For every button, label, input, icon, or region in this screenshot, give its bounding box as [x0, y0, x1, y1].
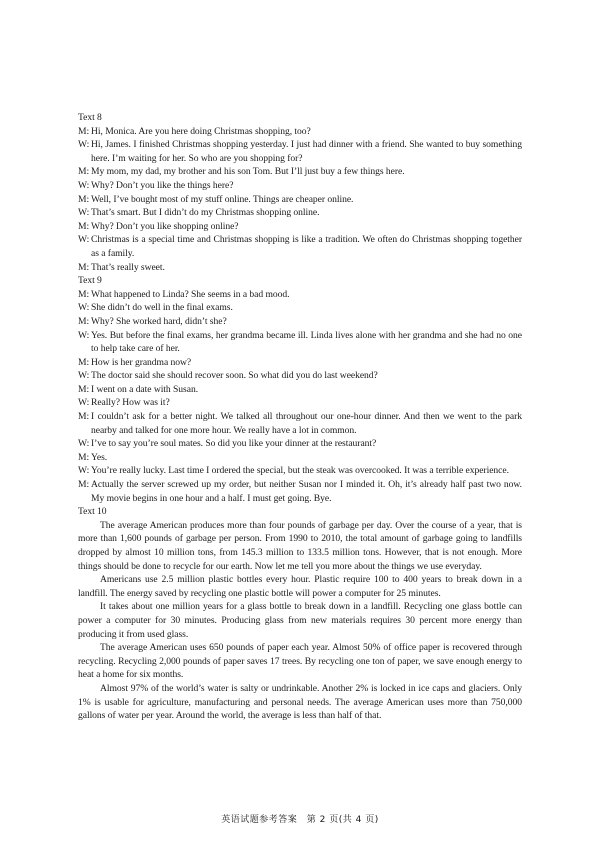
text9-heading: Text 9	[78, 275, 102, 287]
speaker: W:	[78, 370, 90, 382]
dialogue-line	[78, 233, 522, 260]
speaker: W:	[78, 179, 90, 191]
speaker: W:	[78, 207, 90, 219]
text8-heading: Text 8	[78, 112, 102, 123]
speaker: W:	[78, 234, 90, 246]
utterance: Yes.	[91, 451, 108, 463]
speaker: M:	[78, 193, 90, 205]
utterance: What happened to Linda? She seems in a bad mood.	[91, 288, 290, 300]
passage-paragraph: It takes about one million years for a glass bottle to break down in a landfill. Recycling one glass bottle can power a computer for 30 minutes. Producing glass from new materials requires 30 percent more energy than producing it from used glass.	[78, 601, 522, 640]
dialogue-line	[78, 220, 522, 234]
utterance: My mom, my dad, my brother and his son Tom. But I’ll just buy a few things here.	[91, 166, 405, 178]
dialogue-line	[78, 478, 522, 505]
speaker: M:	[78, 451, 90, 463]
speaker: M:	[78, 220, 90, 232]
utterance: I’ve to say you’re soul mates. So did you like your dinner at the restaurant?	[91, 438, 377, 450]
speaker: M:	[78, 288, 90, 300]
passage-paragraph: Americans use 2.5 million plastic bottles every hour. Plastic require 100 to 400 years to break down in a landfill. The energy saved by recycling one plastic bottle will power a computer for 25 minutes.	[78, 574, 522, 599]
dialogue-line	[78, 261, 522, 275]
dialogue-line	[78, 383, 522, 397]
dialogue-line	[78, 437, 522, 451]
utterance: The doctor said she should recover soon. So what did you do last weekend?	[91, 370, 378, 382]
text9-dialogue	[78, 288, 522, 506]
utterance: Really? How was it?	[91, 397, 170, 409]
speaker: W:	[78, 465, 90, 477]
page-footer: 英语试题参考答案 第 2 页(共 4 页)	[221, 815, 379, 825]
text10-heading: Text 10	[78, 506, 107, 518]
speaker: W:	[78, 397, 90, 409]
speaker: M:	[78, 315, 90, 327]
dialogue-line	[78, 315, 522, 329]
dialogue-line	[78, 179, 522, 193]
utterance: That’s really sweet.	[91, 261, 165, 273]
dialogue-line	[78, 396, 522, 410]
utterance: Hi, Monica. Are you here doing Christmas shopping, too?	[91, 125, 311, 137]
dialogue-line	[78, 451, 522, 465]
dialogue-line	[78, 356, 522, 370]
utterance: Why? She worked hard, didn’t she?	[91, 315, 227, 327]
utterance: Hi, James. I finished Christmas shopping yesterday. I just had dinner with a friend. She wanted to buy something here. I’m waiting for her. So who are you shopping for?	[91, 139, 522, 164]
utterance: Christmas is a special time and Christmas shopping is like a tradition. We often do Christmas shopping together as a family.	[91, 234, 522, 259]
passage-paragraph: The average American uses 650 pounds of paper each year. Almost 50% of office paper is recovered through recycling. Recycling 2,000 pounds of paper saves 17 trees. By recycling one ton of paper, we save enough energy to heat a home for six months.	[78, 642, 522, 681]
dialogue-line	[78, 138, 522, 165]
utterance: She didn’t do well in the final exams.	[91, 302, 233, 314]
dialogue-line	[78, 193, 522, 207]
utterance: Well, I’ve bought most of my stuff online. Things are cheaper online.	[91, 193, 354, 205]
speaker: M:	[78, 356, 90, 368]
utterance: That’s smart. But I didn’t do my Christmas shopping online.	[91, 207, 320, 219]
utterance: Yes. But before the final exams, her grandma became ill. Linda lives alone with her grandma and she had no one to help take care of her.	[91, 329, 522, 355]
speaker: M:	[78, 166, 90, 178]
dialogue-line	[78, 369, 522, 383]
dialogue-line	[78, 288, 522, 302]
speaker: W:	[78, 438, 90, 450]
passage-paragraph: The average American produces more than four pounds of garbage per day. Over the course of a year, that is more than 1,600 pounds of garbage per person. From 1990 to 2010, the total amount of garbage going to landfills dropped by almost 10 million tons, from 145.3 million to 133.5 million tons. However, that is not enough. More things should be done to recycle for our earth. Now let me tell you more about the things we use everyday.	[78, 519, 522, 572]
dialogue-line	[78, 165, 522, 179]
dialogue-line	[78, 206, 522, 220]
dialogue-line	[78, 301, 522, 315]
utterance: Why? Don’t you like shopping online?	[91, 220, 239, 232]
utterance: I went on a date with Susan.	[91, 383, 199, 395]
text8-dialogue	[78, 125, 522, 275]
speaker: W:	[78, 302, 90, 314]
utterance: You’re really lucky. Last time I ordered the special, but the steak was overcooked. It was a terrible experience.	[91, 465, 509, 477]
speaker: W:	[78, 329, 90, 341]
speaker: M:	[78, 383, 90, 395]
speaker: W:	[78, 139, 90, 151]
utterance: Why? Don’t you like the things here?	[91, 179, 234, 191]
dialogue-line	[78, 464, 522, 478]
dialogue-line	[78, 329, 522, 356]
dialogue-line	[78, 125, 522, 139]
speaker: M:	[78, 479, 90, 491]
speaker: M:	[78, 411, 90, 423]
utterance: How is her grandma now?	[91, 356, 192, 368]
document-page	[78, 111, 522, 723]
utterance: I couldn’t ask for a better night. We talked all throughout our one-hour dinner. And then we went to the park nearby and talked for one more hour. We really have a lot in common.	[91, 411, 522, 436]
utterance: Actually the server screwed up my order, but neither Susan nor I minded it. Oh, it’s already half past two now. My movie begins in one hour and a half. I must get going. Bye.	[91, 479, 522, 504]
speaker: M:	[78, 261, 90, 273]
speaker: M:	[78, 125, 90, 137]
dialogue-line	[78, 410, 522, 437]
passage-paragraph: Almost 97% of the world’s water is salty or undrinkable. Another 2% is locked in ice caps and glaciers. Only 1% is usable for agriculture, manufacturing and personal needs. The average American uses more than 750,000 gallons of water per year. Around the world, the average is less than half of that.	[78, 682, 522, 722]
text10-passage	[78, 519, 522, 723]
